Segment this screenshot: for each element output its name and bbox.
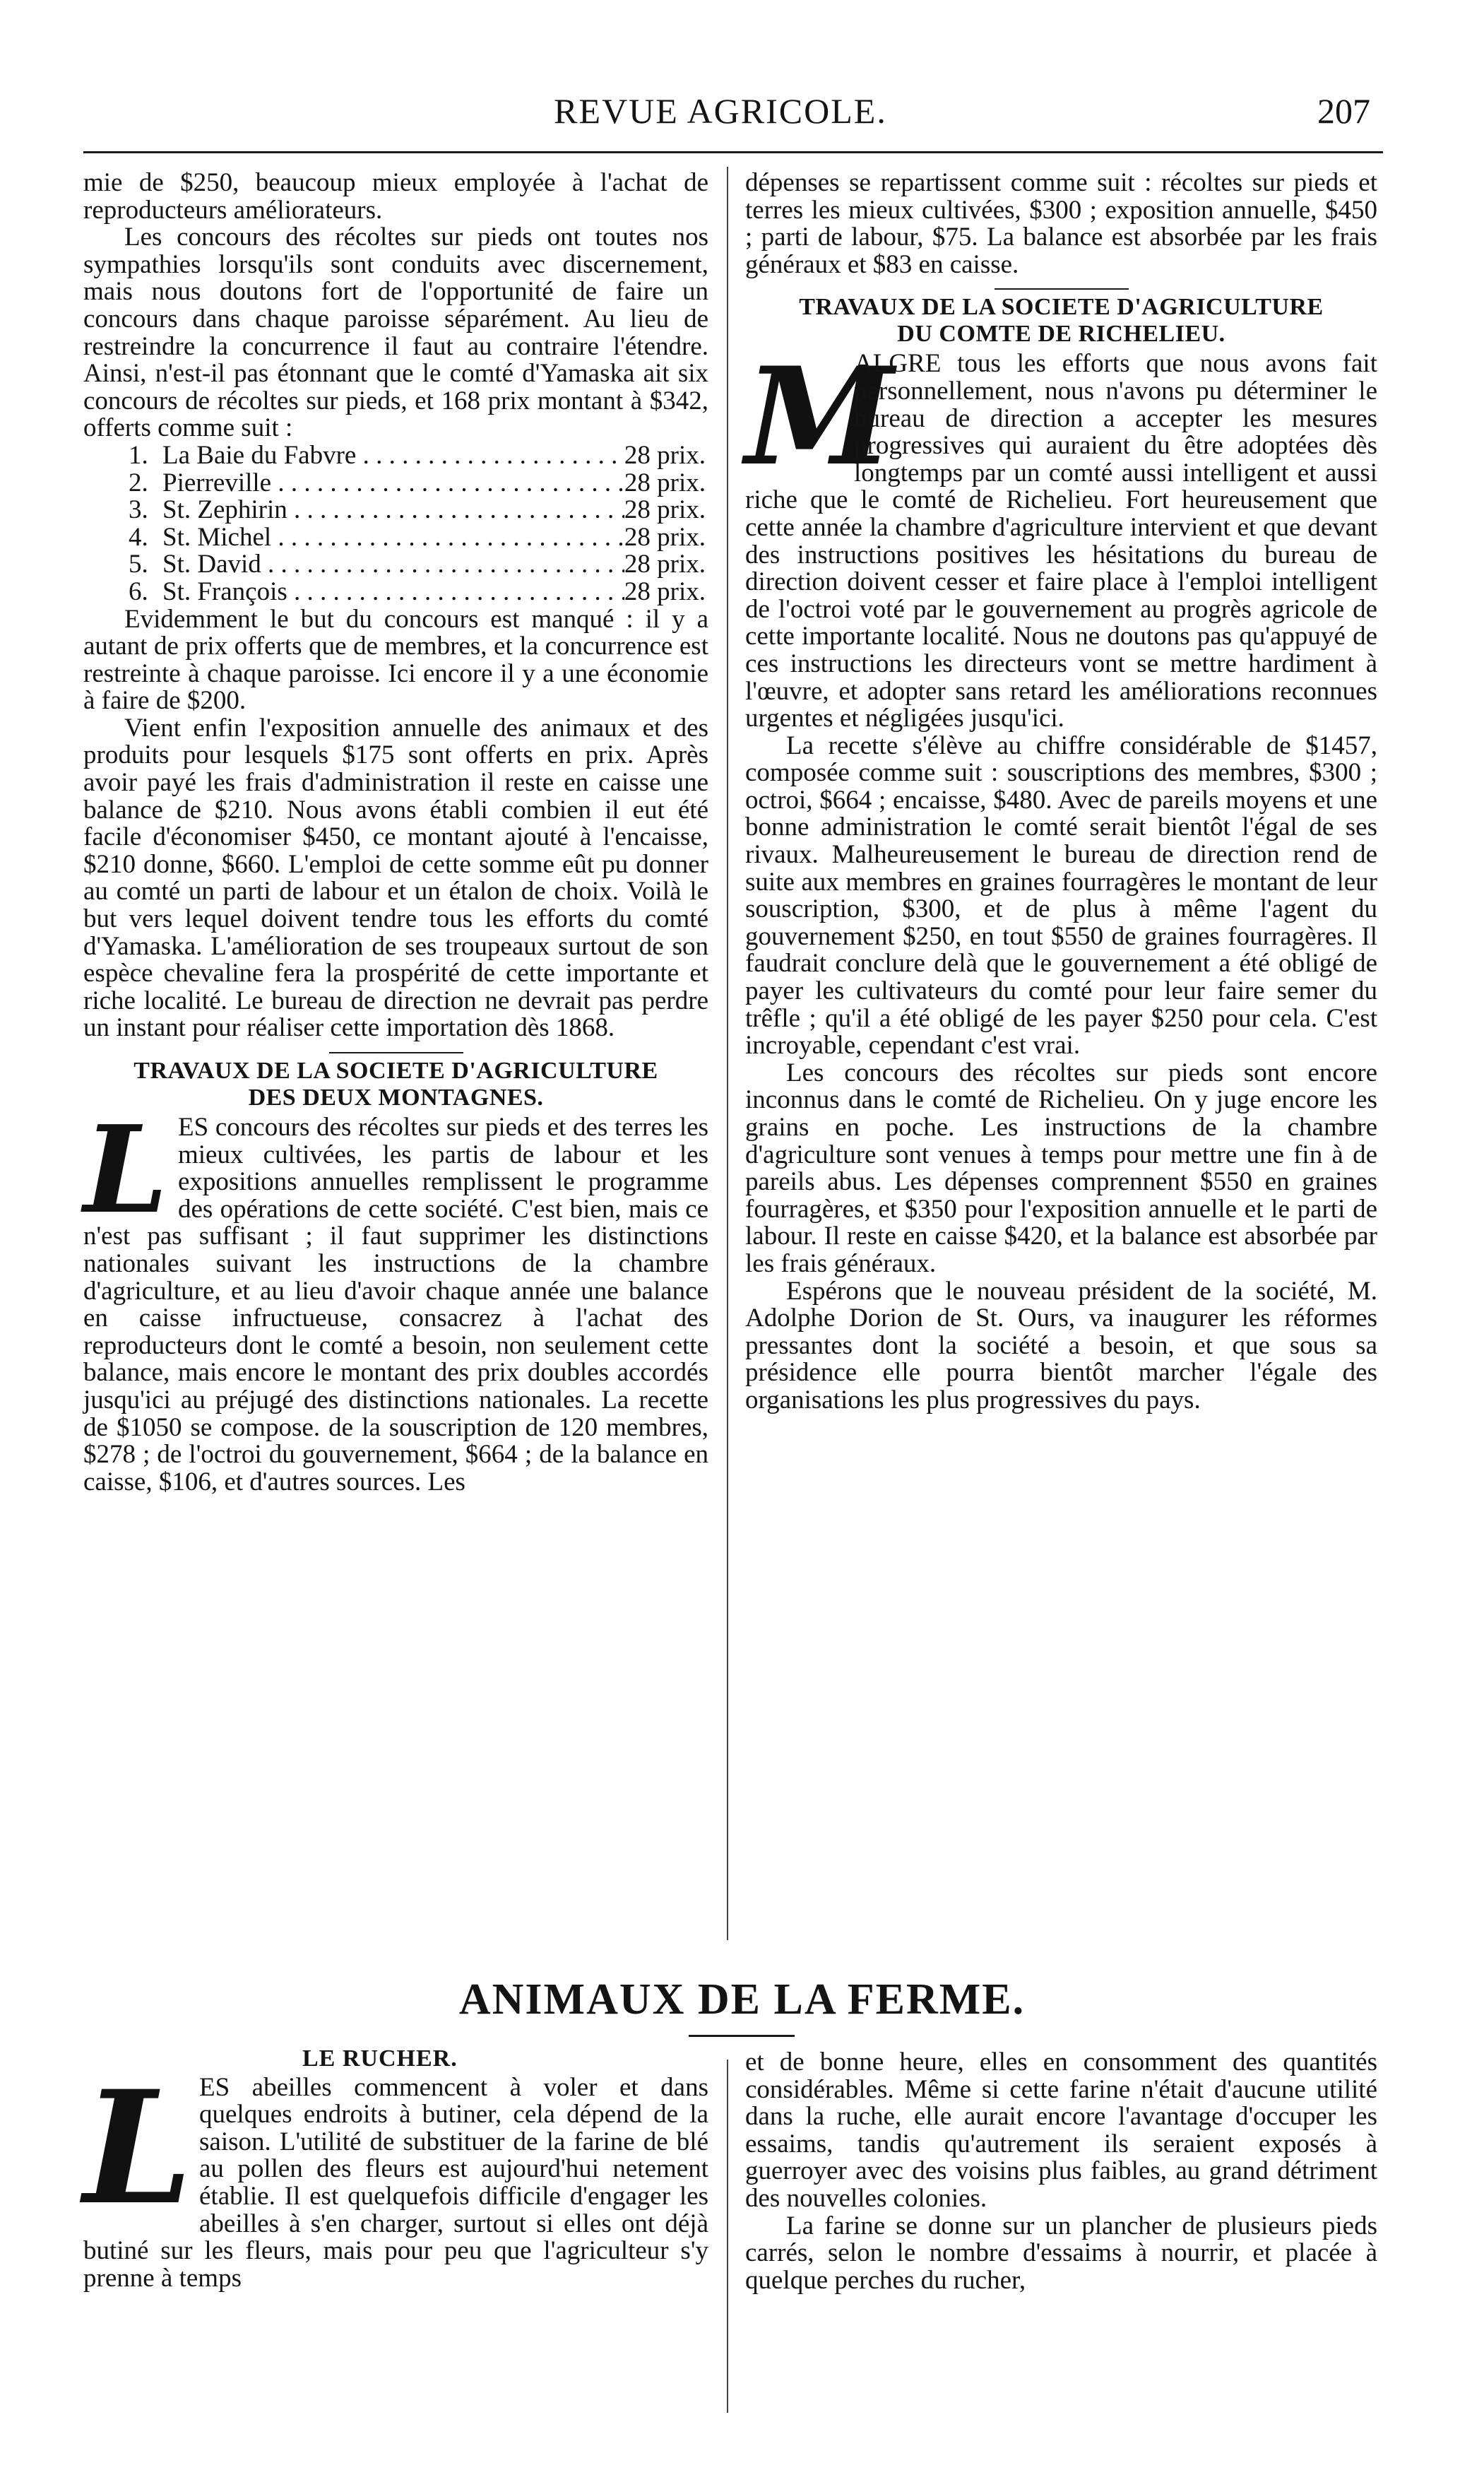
left-paragraph-2: Les concours des récoltes sur pieds ont toutes nos sympathies lorsqu'ils sont conduits avec discernement, mais nous doutons fort de l'opportunité de faire un concours dans chaque paroisse séparément. Au lieu de restreindre la concurrence il faut au contraire l'étendre. Ainsi, n'est-il pas étonnant que le comté d'Yamaska ait six concours de récoltes sur pieds, et 168 prix montant à $342, offerts comme suit : — [83, 223, 708, 443]
ornate-dropcap: M — [745, 338, 894, 496]
prize-item: 3. St. Zephirin . . . 28 prix. — [83, 497, 708, 524]
left-paragraph-1: mie de $250, beaucoup mieux employée à l'achat de reproducteurs améliorateurs. — [83, 168, 708, 225]
section-subtitle-richelieu: DU COMTE DE RICHELIEU. — [897, 321, 1225, 348]
right-paragraph-2: M ALGRE tous les efforts que nous avons fait personnellement, nous n'avons pu déterminer le bureau de direction a accepter les mesures progressives qui auraient du être adoptées dès longtemps par un comté aussi intelligent et aussi riche que le comté de Richelieu. Fort heureusement que cette année la chambre d'agriculture intervient et que devant des instructions positives les hésitations du bureau de direction doivent cesser et faire place à l'emploi intelligent de l'octroi voté par le gouvernement au progrès agricole de cette importante localité. Nous ne doutons pas qu'appuyé de ces instructions les directeurs vont se mettre hardiment à l'œuvre, et adopter sans retard les améliorations reconnues urgentes et négligées jusqu'ici. — [745, 338, 1377, 733]
right-column — [745, 170, 1377, 1414]
left-section-text: L ES concours des récoltes sur pieds et des terres les mieux cultivées, les partis de labour et les expositions annuelles remplissent le programme des opérations de cette société. C'est bien, mais ce n'est pas suffisant ; il faut supprimer les distinctions nationales suivant les instructions de la chambre d'agriculture, et au lieu d'avoir chaque année une balance en caisse infructueuse, consacrez à l'achat des reproducteurs dont le comté a besoin, non seulement cette balance, mais encore le montant des prix doubles accordés jusqu'ici au préjugé des distinctions nationales. La recette de $1050 se compose. de la souscription de 120 membres, $278 ; de l'octroi du gouvernement, $664 ; de la balance en caisse, $106, et d'autres sources. Les — [83, 1099, 708, 1496]
section-subtitle-deux-montagnes: DES DEUX MONTAGNES. — [248, 1085, 544, 1111]
prize-item: 5. St. David . . . 28 prix. — [83, 551, 708, 579]
prize-item: 1. La Baie du Fabvre . . . 28 prix. — [83, 442, 708, 470]
header-rule — [83, 151, 1383, 153]
column-divider — [727, 2060, 728, 2413]
section-title-richelieu: TRAVAUX DE LA SOCIETE D'AGRICULTURE — [799, 294, 1324, 321]
right-paragraph-3: La recette s'élève au chiffre considérable de $1457, composée comme suit : souscriptions des membres, $300 ; octroi, $664 ; encaisse, $480. Avec de pareils moyens et une bonne administration le comté serait bientôt l'égal de ses rivaux. Malheureusement le bureau de direction rend de suite aux membres en graines fourragères le montant de leur souscription, $300, et de plus à même l'agent du gouvernement $250, en tout $550 de graines fourragères. Il faudrait conclure delà que le gouvernement a été obligé de payer les cultivateurs du comté pour leur faire semer du trêfle ; qu'il a été obligé de les payer $250 pour cela. C'est incroyable, cependant c'est vrai. — [745, 731, 1377, 1061]
sub-heading: LE RUCHER. — [302, 2045, 458, 2072]
section-rule — [995, 288, 1129, 290]
right-paragraph-5: Espérons que le nouveau président de la société, M. Adolphe Dorion de St. Ours, va inaugurer les réformes pressantes dont la société a besoin, et que sous sa présidence elle pourra bientôt marcher l'égale des organisations les plus progressives du pays. — [745, 1276, 1377, 1414]
heading-rule — [689, 2035, 795, 2037]
prize-item: 2. Pierreville . . . 28 prix. — [83, 470, 708, 497]
left-paragraph-4: Vient enfin l'exposition annuelle des animaux et des produits pour lesquels $175 sont offerts en prix. Après avoir payé les frais d'administration il reste en caisse une balance de $210. Nous avons établi combien il eut été facile d'économiser $450, ce montant ajouté à l'encaisse, $210 donne, $660. L'emploi de cette somme eût pu donner au comté un parti de labour et un étalon de choix. Voilà le but vers lequel doivent tendre tous les efforts du comté d'Yamaska. L'amélioration de ses troupeaux surtout de son espèce chevaline fera la prospérité de cette importante et riche localité. Le bureau de direction ne devrait pas perdre un instant pour réaliser cette importation dès 1868. — [83, 713, 708, 1043]
bottom-right-paragraph-1: et de bonne heure, elles en consomment des quantités considérables. Même si cette farine n'était d'aucune utilité dans la ruche, elle aurait encore l'avantage d'occuper les essaims, tandis qu'autrement ils seraient exposés à guerroyer avec des voisins plus faibles, au grand détriment des nouvelles colonies. — [745, 2048, 1377, 2213]
left-column — [83, 170, 708, 1496]
right-paragraph-1: dépenses se repartissent comme suit : récoltes sur pieds et terres les mieux cultivées, $300 ; exposition annuelle, $450 ; parti de labour, $75. La balance est absorbée par les frais généraux et $83 en caisse. — [745, 168, 1377, 279]
main-heading: ANIMAUX DE LA FERME. — [458, 1975, 1026, 2024]
bottom-right-column — [745, 2049, 1377, 2294]
page-header — [71, 83, 1370, 140]
ornate-dropcap: L — [83, 1099, 168, 1241]
right-paragraph-4: Les concours des récoltes sur pieds sont encore inconnus dans le comté de Richelieu. On y juge encore les grains en poche. Les instructions de la chambre d'agriculture sont venues à temps pour mettre une fin à de pareils abus. Les dépenses comprennent $550 en graines fourragères, et $350 pour l'exposition annuelle et le parti de labour. Il reste en caisse $420, et la balance est absorbée par les frais généraux. — [745, 1058, 1377, 1278]
section-rule — [329, 1052, 463, 1053]
running-title: REVUE AGRICOLE. — [554, 91, 887, 131]
prize-item: 4. St. Michel . . . 28 prix. — [83, 524, 708, 552]
column-divider — [727, 167, 728, 1940]
prize-list — [83, 442, 708, 606]
prize-item: 6. St. François . . . 28 prix. — [83, 579, 708, 606]
bottom-left-column — [83, 2045, 708, 2292]
section-title-deux-montagnes: TRAVAUX DE LA SOCIETE D'AGRICULTURE — [133, 1058, 658, 1084]
page-number: 207 — [1317, 91, 1370, 131]
bottom-right-paragraph-2: La farine se donne sur un plancher de plusieurs pieds carrés, selon le nombre d'essaims à nourrir, et placée à quelque perches du rucher, — [745, 2211, 1377, 2295]
bottom-left-text: L ES abeilles commencent à voler et dans quelques endroits à butiner, cela dépend de la saison. L'utilité de substituer de la farine de blé au pollen des fleurs est aujourd'hui netement établie. Il est quelquefois difficile d'engager les abeilles à s'en charger, surtout si elles ont déjà butiné sur les fleurs, mais pour peu que l'agriculteur s'y prenne à temps — [83, 2055, 708, 2293]
ornate-dropcap: L — [83, 2055, 193, 2239]
left-paragraph-3: Evidemment le but du concours est manqué : il y a autant de prix offerts que de membres, et la concurrence est restreinte à chaque paroisse. Ici encore il y a une économie à faire de $200. — [83, 604, 708, 716]
